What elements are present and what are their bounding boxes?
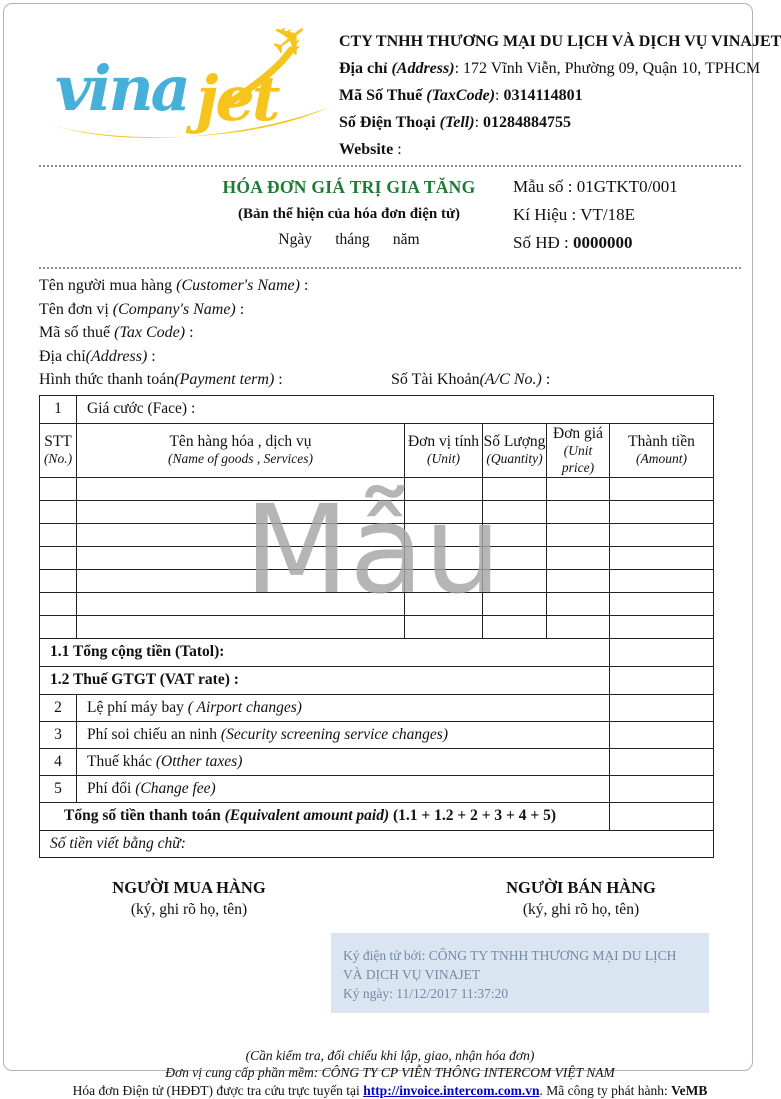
- meta-number-value: 0000000: [572, 233, 633, 252]
- invoice-title: HÓA ĐƠN GIÁ TRỊ GIA TĂNG: [222, 177, 476, 197]
- plane-icon: ✈: [258, 6, 323, 73]
- empty-item-row: [40, 546, 714, 569]
- other-taxes-amount-cell: [610, 748, 714, 775]
- taxcode-field: [39, 321, 740, 345]
- airport-fee-number: 2: [40, 694, 77, 721]
- digital-signature-signer: Ký điện tử bởi: CÔNG TY TNHH THƯƠNG MẠI DU LỊCH VÀ DỊCH VỤ VINAJET: [343, 947, 677, 982]
- invoice-page: [3, 3, 781, 1098]
- table-header-row: [40, 423, 714, 477]
- meta-form-label: Mẫu số :: [513, 177, 577, 196]
- footer-note-lookup: [39, 1082, 741, 1099]
- airport-fee-label-cell: [77, 694, 610, 721]
- account-field: [391, 368, 550, 392]
- buyer-signature-title: NGƯỜI MUA HÀNG: [112, 877, 266, 897]
- grand-total-amount-cell: [610, 802, 714, 830]
- fare-row-number: 1: [40, 395, 77, 423]
- footer-lookup-mid: . Mã công ty phát hành:: [539, 1082, 672, 1098]
- payment-colon: :: [274, 371, 283, 388]
- vat-label: 1.2 Thuế GTGT (VAT rate) :: [40, 666, 610, 694]
- col-amount-main: Thành tiền: [628, 432, 695, 450]
- vinajet-logo-svg: [39, 6, 339, 146]
- invoice-lookup-link[interactable]: http://invoice.intercom.com.vn: [363, 1082, 540, 1098]
- footer-issuer-code: VeMB: [671, 1082, 708, 1098]
- invoice-meta-block: [513, 173, 678, 257]
- sample-watermark: Mẫu: [244, 478, 502, 621]
- seller-signature-block: [431, 878, 731, 919]
- fare-row: [40, 395, 714, 423]
- invoice-title-section: [39, 173, 740, 265]
- customer-section: [39, 274, 740, 392]
- col-amount-sub: (Amount): [636, 451, 688, 467]
- other-taxes-label-cell: [77, 748, 610, 775]
- address-field: [39, 345, 740, 369]
- meta-form-number: [513, 173, 678, 201]
- taxcode-label-en: (TaxCode): [426, 87, 496, 104]
- payment-row: [39, 368, 740, 392]
- taxcode-label: Mã Số Thuế: [339, 87, 427, 104]
- payment-label-en: (Payment term): [174, 371, 275, 388]
- empty-item-row: [40, 500, 714, 523]
- company-field-colon: :: [235, 300, 245, 318]
- other-taxes-row: [40, 748, 714, 775]
- meta-serial: [513, 201, 678, 229]
- meta-form-value: 01GTKT0/001: [576, 177, 678, 196]
- col-header-unit: [405, 423, 483, 477]
- company-field-label-en: (Company's Name): [112, 300, 236, 318]
- divider-dotted-top: [39, 165, 741, 167]
- security-fee-label-en: (Security screening service changes): [220, 725, 449, 743]
- company-address: [339, 55, 781, 82]
- buyer-signature-block: [39, 878, 339, 919]
- footer-lookup-prefix: Hóa đơn Điện tử (HĐĐT) được tra cứu trực tuyến tại: [72, 1082, 364, 1098]
- website-colon: :: [393, 141, 402, 158]
- col-header-goods: [77, 423, 405, 477]
- empty-item-row: [40, 592, 714, 615]
- change-fee-label: Phí đổi: [87, 779, 136, 797]
- company-website: [339, 136, 781, 163]
- taxcode-value: 0314114801: [503, 87, 583, 104]
- address-label-en: (Address): [391, 60, 455, 77]
- buyer-signature-note: (ký, ghi rõ họ, tên): [130, 900, 248, 918]
- change-fee-amount-cell: [610, 775, 714, 802]
- amount-in-words-row: [40, 830, 714, 857]
- other-taxes-label: Thuế khác: [87, 752, 156, 770]
- change-fee-label-cell: [77, 775, 610, 802]
- meta-serial-label: Kí Hiệu :: [513, 205, 581, 224]
- security-fee-row: [40, 721, 714, 748]
- items-table: [39, 395, 714, 858]
- col-stt-sub: (No.): [43, 451, 73, 467]
- footer-note-check: (Cần kiểm tra, đối chiếu khi lập, giao, nhận hóa đơn): [245, 1047, 535, 1063]
- taxcode-field-label: Mã số thuế: [39, 324, 115, 341]
- address-label: Địa chỉ: [339, 60, 392, 77]
- fare-row-label: Giá cước (Face) :: [77, 395, 714, 423]
- customer-name-label: Tên người mua hàng: [39, 277, 177, 294]
- phone-value: 01284884755: [483, 114, 572, 131]
- col-qty-sub: (Quantity): [486, 451, 543, 467]
- col-qty-main: Số Lượng: [483, 432, 546, 450]
- airport-fee-label-en: ( Airport changes): [187, 698, 302, 716]
- address-field-label-en: (Address): [85, 347, 148, 365]
- meta-invoice-number: [513, 229, 678, 257]
- grand-total-label-en: (Equivalent amount paid): [224, 807, 390, 825]
- empty-item-row: [40, 569, 714, 592]
- empty-item-row: [40, 615, 714, 638]
- change-fee-number: 5: [40, 775, 77, 802]
- seller-signature-title: NGƯỜI BÁN HÀNG: [506, 877, 656, 897]
- meta-serial-value: VT/18E: [580, 205, 635, 224]
- signature-section: [39, 878, 740, 919]
- phone-label-en: (Tell): [439, 114, 475, 131]
- address-value: : 172 Vĩnh Viễn, Phường 09, Quận 10, TPHCM: [454, 60, 761, 77]
- phone-colon: :: [474, 114, 484, 131]
- customer-name-field: [39, 274, 740, 298]
- company-info: [339, 24, 781, 163]
- logo-vina-text: vina: [55, 52, 188, 125]
- security-fee-label: Phí soi chiếu an ninh: [87, 725, 221, 743]
- col-header-unitprice: [547, 423, 610, 477]
- address-field-label: Địa chỉ: [39, 347, 86, 365]
- phone-label: Số Điện Thoại: [339, 114, 440, 131]
- company-field-label: Tên đơn vị: [39, 300, 113, 318]
- taxcode-field-colon: :: [185, 324, 194, 341]
- change-fee-row: [40, 775, 714, 802]
- col-header-stt: [40, 423, 77, 477]
- other-taxes-label-en: (Otther taxes): [155, 752, 243, 770]
- invoice-date-line: Ngày tháng năm: [278, 231, 420, 248]
- col-header-quantity: [483, 423, 547, 477]
- security-fee-label-cell: [77, 721, 610, 748]
- account-label: Số Tài Khoản: [391, 371, 480, 388]
- amount-in-words-label: Số tiền viết bằng chữ:: [40, 830, 714, 857]
- subtotal-amount-cell: [610, 638, 714, 666]
- company-name: [339, 28, 781, 55]
- empty-item-row: [40, 477, 714, 500]
- website-label: Website: [339, 141, 394, 158]
- col-price-main: Đơn giá: [553, 424, 603, 442]
- payment-label: Hình thức thanh toán: [39, 371, 175, 388]
- customer-name-label-en: (Customer's Name): [176, 277, 300, 294]
- account-colon: :: [541, 371, 551, 388]
- taxcode-field-label-en: (Tax Code): [114, 324, 186, 341]
- logo-jet-text: jet: [196, 62, 278, 135]
- empty-item-row: [40, 523, 714, 546]
- security-fee-amount-cell: [610, 721, 714, 748]
- col-header-amount: [610, 423, 714, 477]
- subtotal-label: 1.1 Tổng cộng tiền (Tatol):: [40, 638, 610, 666]
- invoice-footer: [39, 1047, 741, 1099]
- company-name-text: CTY TNHH THƯƠNG MẠI DU LỊCH VÀ DỊCH VỤ VINAJET: [339, 33, 781, 50]
- grand-total-formula: (1.1 + 1.2 + 2 + 3 + 4 + 5): [389, 807, 557, 825]
- taxcode-colon: :: [495, 87, 504, 104]
- grand-total-label-cell: [40, 802, 610, 830]
- vinajet-logo: [39, 6, 339, 146]
- invoice-title-block: [184, 177, 514, 249]
- payment-field: [39, 371, 283, 388]
- security-fee-number: 3: [40, 721, 77, 748]
- footer-note-provider: Đơn vị cung cấp phần mềm: CÔNG TY CP VIỄN THÔNG INTERCOM VIỆT NAM: [165, 1065, 615, 1081]
- col-stt-main: STT: [44, 432, 72, 450]
- col-price-sub: (Unit price): [561, 442, 595, 475]
- items-table-wrapper: [39, 395, 713, 858]
- account-label-en: (A/C No.): [479, 371, 542, 388]
- company-phone: [339, 109, 781, 136]
- meta-number-label: Số HĐ :: [513, 233, 573, 252]
- digital-signature-date: Ký ngày: 11/12/2017 11:37:20: [343, 985, 509, 1001]
- divider-dotted-bottom: [39, 267, 741, 269]
- digital-signature-stamp: [331, 933, 709, 1013]
- col-unit-sub: (Unit): [427, 451, 460, 467]
- col-unit-main: Đơn vị tính: [407, 432, 480, 450]
- grand-total-row: [40, 802, 714, 830]
- col-goods-main: Tên hàng hóa , dịch vụ: [169, 432, 312, 450]
- invoice-subtitle: (Bản thể hiện của hóa đơn điện tử): [238, 206, 460, 222]
- change-fee-label-en: (Change fee): [135, 779, 216, 797]
- invoice-header: [39, 6, 781, 163]
- airport-fee-label: Lệ phí máy bay: [87, 698, 188, 716]
- seller-signature-note: (ký, ghi rõ họ, tên): [522, 900, 640, 918]
- company-name-field: [39, 298, 740, 322]
- address-field-colon: :: [147, 347, 156, 365]
- airport-fee-row: [40, 694, 714, 721]
- customer-name-colon: :: [299, 277, 309, 294]
- company-taxcode: [339, 82, 781, 109]
- col-goods-sub: (Name of goods , Services): [167, 451, 314, 467]
- grand-total-label: Tổng số tiền thanh toán: [64, 807, 225, 825]
- vat-row: [40, 666, 714, 694]
- subtotal-row: [40, 638, 714, 666]
- vat-amount-cell: [610, 666, 714, 694]
- airport-fee-amount-cell: [610, 694, 714, 721]
- other-taxes-number: 4: [40, 748, 77, 775]
